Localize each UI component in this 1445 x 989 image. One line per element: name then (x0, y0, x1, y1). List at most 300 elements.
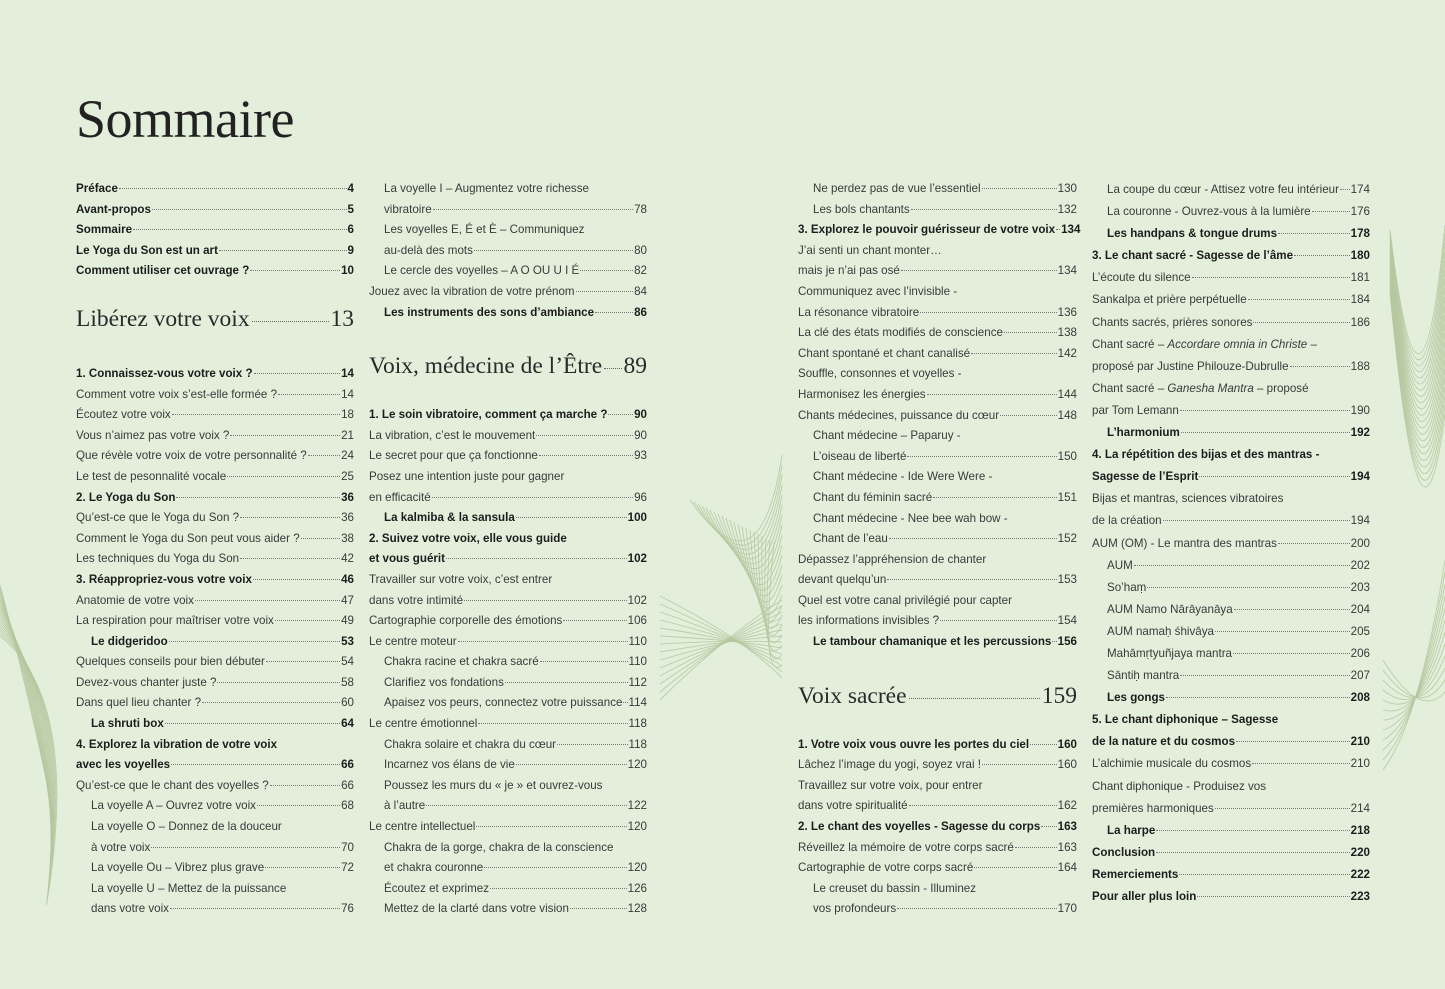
decorative-line (1383, 620, 1445, 720)
dot-leader (169, 641, 340, 642)
toc-page-number: 100 (627, 511, 647, 525)
toc-entry-label: Le centre moteur (369, 634, 457, 648)
toc-page-number: 86 (634, 305, 647, 319)
toc-page-number: 49 (341, 614, 354, 628)
toc-entry[interactable] (76, 467, 354, 488)
toc-entry[interactable] (1092, 753, 1370, 775)
toc-page-number: 180 (1350, 249, 1370, 263)
dot-leader (254, 373, 341, 374)
dot-leader (909, 805, 1057, 806)
toc-entry-label: 2. Le chant des voyelles - Sagesse du corps (798, 820, 1041, 834)
toc-entry[interactable] (1092, 201, 1370, 223)
toc-page-number: 66 (341, 778, 354, 792)
toc-entry[interactable] (1092, 267, 1370, 289)
toc-entry-label: Ne perdez pas de vue l’essentiel (813, 182, 981, 195)
toc-entry[interactable] (798, 796, 1077, 817)
dot-leader (505, 682, 628, 683)
toc-entry[interactable] (76, 652, 354, 673)
toc-entry-label: Sagesse de l’Esprit (1092, 470, 1199, 484)
toc-entry[interactable] (798, 241, 1077, 262)
toc-entry[interactable] (798, 817, 1077, 838)
toc-page-number: 102 (627, 593, 647, 607)
section-heading (76, 282, 354, 364)
toc-entry[interactable] (76, 673, 354, 694)
dot-leader (1312, 211, 1350, 212)
dot-leader (897, 908, 1057, 909)
toc-entry[interactable] (1092, 179, 1370, 201)
dot-leader (1233, 653, 1350, 654)
toc-page-number: 194 (1350, 470, 1370, 484)
dot-leader (595, 312, 633, 313)
toc-entry[interactable] (1092, 488, 1370, 510)
toc-page-number: 222 (1350, 867, 1370, 881)
toc-entry[interactable] (369, 714, 647, 735)
toc-page-number: 42 (341, 552, 354, 566)
toc-page-number: 204 (1350, 602, 1370, 616)
toc-entry-label: Devez-vous chanter juste ? (76, 675, 217, 689)
toc-entry[interactable] (1092, 731, 1370, 753)
toc-page-number: 190 (1350, 403, 1370, 417)
toc-entry[interactable] (1092, 555, 1370, 577)
toc-page-number: 72 (341, 861, 354, 875)
toc-entry-label: Chakra racine et chakra sacré (384, 655, 539, 669)
toc-entry[interactable] (369, 426, 647, 447)
dot-leader (165, 723, 340, 724)
toc-entry[interactable] (798, 179, 1077, 200)
toc-entry-label: Comment votre voix s’est-elle formée ? (76, 387, 278, 401)
toc-entry[interactable] (76, 241, 354, 262)
toc-entry-label: Écoutez votre voix (76, 408, 171, 422)
toc-entry[interactable] (798, 282, 1077, 303)
toc-entry[interactable] (369, 282, 647, 303)
toc-page-number: 6 (347, 223, 354, 237)
toc-entry-label: dans votre intimité (369, 593, 464, 607)
dot-leader (458, 641, 628, 642)
toc-entry-label: Le creuset du bassin - Illuminez (813, 881, 977, 895)
toc-entry[interactable] (798, 406, 1077, 427)
toc-entry[interactable] (76, 632, 354, 653)
toc-entry[interactable] (1092, 820, 1370, 842)
toc-entry[interactable] (798, 488, 1077, 509)
toc-entry[interactable] (1092, 665, 1370, 687)
toc-entry[interactable] (798, 879, 1077, 900)
toc-entry[interactable] (1092, 599, 1370, 621)
dot-leader (217, 682, 340, 683)
dot-leader (171, 764, 340, 765)
toc-page-number: 36 (341, 511, 354, 525)
toc-entry[interactable] (1092, 400, 1370, 422)
toc-entry[interactable] (369, 446, 647, 467)
toc-entry-label: Posez une intention juste pour gagner (369, 469, 565, 483)
toc-entry[interactable] (798, 261, 1077, 282)
toc-entry[interactable] (76, 364, 354, 385)
toc-page-number: 93 (634, 449, 647, 463)
toc-entry[interactable] (369, 529, 647, 550)
toc-entry[interactable] (1092, 798, 1370, 820)
toc-entry[interactable] (1092, 356, 1370, 378)
dot-leader (308, 455, 340, 456)
toc-entry-label: Travailler sur votre voix, c’est entrer (369, 572, 553, 586)
toc-entry[interactable] (369, 838, 647, 859)
decorative-line (1383, 656, 1445, 700)
toc-entry-label: Le centre émotionnel (369, 717, 478, 731)
dot-leader (152, 209, 347, 210)
toc-entry[interactable] (1092, 577, 1370, 599)
toc-entry-label: Quelques conseils pour bien débuter (76, 655, 265, 669)
toc-page-number: 163 (1057, 820, 1077, 834)
toc-entry[interactable] (369, 796, 647, 817)
toc-entry[interactable] (369, 817, 647, 838)
toc-entry[interactable] (76, 817, 354, 838)
toc-page-number: 207 (1350, 669, 1370, 683)
toc-entry[interactable] (1092, 842, 1370, 864)
toc-entry[interactable] (76, 570, 354, 591)
toc-page-number: 132 (1057, 202, 1077, 216)
toc-entry-label: Les techniques du Yoga du Son (76, 552, 240, 566)
toc-entry[interactable] (76, 405, 354, 426)
toc-entry-label: de la création (1092, 514, 1162, 528)
toc-entry-label: 1. Le soin vibratoire, comment ça marche ? (369, 408, 608, 422)
toc-entry-label: Jouez avec la vibration de votre prénom (369, 284, 575, 298)
dot-leader (901, 270, 1057, 271)
toc-entry[interactable] (1092, 422, 1370, 444)
section-page-number: 89 (623, 353, 647, 380)
toc-entry[interactable] (369, 303, 647, 324)
dot-leader (1134, 565, 1350, 566)
dot-leader (927, 394, 1057, 395)
toc-entry-label: Travaillez sur votre voix, pour entrer (798, 778, 983, 792)
toc-entry[interactable] (369, 570, 647, 591)
dot-leader (252, 321, 329, 322)
toc-page-number: 80 (634, 243, 647, 257)
toc-page-number: 120 (627, 820, 647, 834)
toc-entry-label: 1. Connaissez-vous votre voix ? (76, 366, 253, 380)
toc-entry-label: Clarifiez vos fondations (384, 675, 504, 689)
toc-entry[interactable] (76, 385, 354, 406)
toc-entry-label: au-delà des mots (384, 243, 473, 257)
toc-entry-label: Chant du féminin sacré (813, 490, 933, 504)
toc-entry[interactable] (76, 899, 354, 920)
toc-page-number: 156 (1057, 635, 1077, 649)
toc-entry-label: Incarnez vos élans de vie (384, 758, 515, 772)
toc-entry[interactable] (369, 488, 647, 509)
toc-entry[interactable] (369, 591, 647, 612)
toc-entry[interactable] (798, 344, 1077, 365)
toc-entry[interactable] (76, 693, 354, 714)
toc-entry[interactable] (798, 364, 1077, 385)
toc-entry-label: La vibration, c’est le mouvement (369, 428, 536, 442)
toc-entry[interactable] (1092, 621, 1370, 643)
toc-entry[interactable] (369, 693, 647, 714)
toc-entry-label: avec les voyelles (76, 758, 171, 772)
toc-entry-label: L’oiseau de liberté (813, 449, 907, 463)
toc-entry[interactable] (76, 879, 354, 900)
dot-leader (974, 867, 1056, 868)
toc-entry[interactable] (76, 796, 354, 817)
dot-leader (1215, 808, 1350, 809)
toc-entry[interactable] (1092, 687, 1370, 709)
toc-entry[interactable] (798, 632, 1077, 653)
toc-entry-label: La voyelle I – Augmentez votre richesse (384, 182, 589, 195)
toc-entry[interactable] (369, 405, 647, 426)
toc-entry[interactable] (1092, 533, 1370, 555)
toc-entry[interactable] (798, 200, 1077, 221)
toc-entry[interactable] (369, 220, 647, 241)
decorative-line (1383, 572, 1445, 760)
toc-entry[interactable] (798, 570, 1077, 591)
toc-entry[interactable] (76, 611, 354, 632)
toc-entry[interactable] (798, 858, 1077, 879)
toc-entry-label: Comment utiliser cet ouvrage ? (76, 264, 250, 278)
toc-page-number: 176 (1350, 205, 1370, 219)
decorative-line (730, 520, 782, 590)
toc-page-number: 184 (1350, 293, 1370, 307)
toc-entry[interactable] (76, 179, 354, 200)
toc-entry[interactable] (798, 529, 1077, 550)
toc-entry-label: AUM Namo Nārāyanāya (1107, 602, 1233, 616)
toc-entry-label: La kalmiba & la sansula (384, 511, 515, 525)
toc-entry[interactable] (798, 323, 1077, 344)
toc-page-number: 126 (627, 881, 647, 895)
toc-entry-label: Le cercle des voyelles – A O OU U I É (384, 264, 580, 278)
toc-page-number: 90 (634, 428, 647, 442)
toc-page-number: 110 (628, 655, 647, 669)
toc-page-number: 200 (1350, 536, 1370, 550)
toc-page-number: 14 (341, 366, 354, 380)
toc-entry[interactable] (1092, 510, 1370, 532)
dot-leader (219, 250, 347, 251)
toc-entry-label: mais je n’ai pas osé (798, 264, 900, 278)
toc-entry[interactable] (369, 611, 647, 632)
toc-entry[interactable] (798, 550, 1077, 571)
toc-entry[interactable] (798, 467, 1077, 488)
dot-leader (516, 764, 627, 765)
toc-entry[interactable] (76, 549, 354, 570)
toc-entry[interactable] (1092, 466, 1370, 488)
dot-leader (265, 867, 340, 868)
toc-entry-label (1092, 378, 1309, 400)
toc-entry[interactable] (1092, 312, 1370, 334)
toc-entry[interactable] (798, 735, 1077, 756)
toc-entry[interactable] (369, 261, 647, 282)
toc-page-number: 118 (628, 717, 647, 731)
toc-page-number: 144 (1057, 387, 1077, 401)
toc-entry[interactable] (76, 591, 354, 612)
toc-entry[interactable] (76, 200, 354, 221)
toc-entry[interactable] (1092, 886, 1370, 908)
dot-leader (1179, 874, 1349, 875)
toc-entry[interactable] (369, 755, 647, 776)
toc-entry-label: Poussez les murs du « je » et ouvrez-vous (384, 778, 603, 792)
toc-entry[interactable] (76, 714, 354, 735)
toc-entry[interactable] (369, 858, 647, 879)
dot-leader (911, 209, 1057, 210)
toc-entry[interactable] (798, 303, 1077, 324)
decorative-line (660, 628, 782, 654)
toc-entry[interactable] (1092, 289, 1370, 311)
toc-entry[interactable] (798, 385, 1077, 406)
toc-entry[interactable] (798, 899, 1077, 920)
toc-entry-label: La voyelle Ou – Vibrez plus grave (91, 861, 265, 875)
toc-entry[interactable] (76, 220, 354, 241)
toc-entry-label: 3. Explorez le pouvoir guérisseur de votre voix (798, 223, 1056, 237)
toc-entry[interactable] (76, 488, 354, 509)
toc-entry[interactable] (76, 776, 354, 797)
toc-entry-label: L’écoute du silence (1092, 271, 1191, 285)
toc-entry[interactable] (798, 220, 1081, 241)
toc-entry-label: à votre voix (91, 840, 151, 854)
dot-leader (570, 908, 627, 909)
toc-entry[interactable] (76, 446, 354, 467)
toc-page-number: 84 (634, 284, 647, 298)
toc-entry-label: Souffle, consonnes et voyelles - (798, 367, 962, 381)
toc-entry[interactable] (798, 509, 1077, 530)
dot-leader (1000, 415, 1057, 416)
toc-page-number: 152 (1057, 532, 1077, 546)
toc-page-number: 150 (1057, 449, 1077, 463)
toc-page-number: 160 (1057, 758, 1077, 772)
toc-column-3 (798, 179, 1081, 920)
toc-entry[interactable] (798, 591, 1077, 612)
toc-entry[interactable] (1092, 378, 1370, 400)
toc-entry-label: 2. Suivez votre voix, elle vous guide (369, 531, 567, 545)
toc-page-number: 181 (1350, 271, 1370, 285)
toc-entry[interactable] (369, 632, 647, 653)
toc-page-number: 203 (1350, 580, 1370, 594)
toc-entry[interactable] (76, 858, 354, 879)
toc-page-number: 206 (1350, 646, 1370, 660)
toc-entry[interactable] (1092, 334, 1370, 356)
toc-entry[interactable] (369, 241, 647, 262)
toc-entry[interactable] (76, 735, 354, 756)
toc-entry[interactable] (798, 611, 1077, 632)
toc-entry[interactable] (76, 508, 354, 529)
toc-entry[interactable] (1092, 864, 1370, 886)
toc-page-number: 66 (341, 758, 354, 772)
toc-entry-label: Chakra solaire et chakra du cœur (384, 737, 557, 751)
toc-entry-label: Chakra de la gorge, chakra de la conscience (384, 840, 614, 854)
toc-entry[interactable] (1092, 245, 1370, 267)
toc-entry-label: La voyelle A – Ouvrez votre voix (91, 799, 256, 813)
toc-entry[interactable] (369, 673, 647, 694)
toc-entry[interactable] (76, 261, 354, 282)
decorative-line (660, 612, 782, 684)
toc-entry[interactable] (798, 447, 1077, 468)
toc-page-number: 160 (1057, 737, 1077, 751)
toc-entry[interactable] (798, 776, 1077, 797)
toc-entry-label: La couronne - Ouvrez-vous à la lumière (1107, 205, 1311, 219)
dot-leader (1180, 675, 1349, 676)
toc-page-number: 112 (628, 675, 647, 689)
toc-entry[interactable] (76, 755, 354, 776)
toc-page-number: 9 (347, 243, 354, 257)
dot-leader (195, 600, 340, 601)
toc-page-number: 68 (341, 799, 354, 813)
toc-page-number: 120 (627, 861, 647, 875)
toc-entry[interactable] (369, 200, 647, 221)
dot-leader (230, 435, 340, 436)
toc-entry[interactable] (1092, 709, 1370, 731)
toc-entry-label: Lâchez l’image du yogi, soyez vrai ! (798, 758, 982, 772)
toc-entry[interactable] (76, 838, 354, 859)
toc-entry[interactable] (369, 179, 647, 200)
toc-page-number: 10 (341, 264, 354, 278)
toc-entry-label: La shruti box (91, 717, 164, 731)
toc-entry-label: AUM (1107, 558, 1133, 572)
toc-entry[interactable] (1092, 776, 1370, 798)
dot-leader (1340, 189, 1350, 190)
toc-entry[interactable] (798, 755, 1077, 776)
toc-entry[interactable] (76, 529, 354, 550)
toc-entry[interactable] (798, 838, 1077, 859)
toc-entry-label-start: Chant sacré – (1092, 337, 1168, 351)
toc-entry-label: Communiquez avec l’invisible - (798, 284, 958, 298)
toc-page-number: 188 (1350, 359, 1370, 373)
dot-leader (563, 620, 626, 621)
toc-page-number: 78 (634, 202, 647, 216)
toc-entry-label: Chants sacrés, prières sonores (1092, 315, 1253, 329)
dot-leader (1252, 763, 1349, 764)
toc-entry[interactable] (369, 899, 647, 920)
dot-leader (1236, 741, 1350, 742)
toc-entry[interactable] (1092, 223, 1370, 245)
toc-page-number: 36 (341, 490, 354, 504)
toc-entry[interactable] (369, 652, 647, 673)
toc-entry-label: Comment le Yoga du Son peut vous aider ? (76, 531, 300, 545)
toc-entry-label: Qu’est-ce que le chant des voyelles ? (76, 778, 269, 792)
toc-page-number: 14 (341, 387, 354, 401)
toc-page-number: 210 (1350, 735, 1370, 749)
toc-entry[interactable] (369, 735, 647, 756)
toc-page-number: 25 (341, 469, 354, 483)
toc-entry-label-italic: Accordare omnia in Christe (1167, 337, 1308, 351)
toc-page-number: 90 (634, 408, 647, 422)
toc-entry-label: Les handpans & tongue drums (1107, 227, 1278, 241)
dot-leader (474, 250, 633, 251)
toc-entry[interactable] (369, 776, 647, 797)
toc-entry-label: La respiration pour maîtriser votre voix (76, 614, 274, 628)
toc-entry-label: Les voyelles E, É et È – Communiquez (384, 223, 585, 237)
toc-entry-label: Préface (76, 182, 118, 195)
toc-entry[interactable] (76, 426, 354, 447)
toc-entry-label: Qu’est-ce que le Yoga du Son ? (76, 511, 240, 525)
toc-page-number: 58 (341, 675, 354, 689)
toc-entry-label: 5. Le chant diphonique – Sagesse (1092, 713, 1279, 727)
toc-entry-label-end: – proposé (1253, 381, 1309, 395)
toc-entry-label: Sommaire (76, 223, 133, 237)
dot-leader (1163, 520, 1350, 521)
toc-entry-label: Remerciements (1092, 867, 1179, 881)
toc-entry-label: vibratoire (384, 202, 432, 216)
toc-entry[interactable] (369, 508, 647, 529)
toc-entry-label-start: Chant sacré – (1092, 381, 1168, 395)
toc-entry-label-italic: Ganesha Mantra (1167, 381, 1254, 395)
toc-entry-label: Vous n’aimez pas votre voix ? (76, 428, 230, 442)
dot-leader (933, 497, 1056, 498)
toc-entry-label: par Tom Lemann (1092, 403, 1179, 417)
toc-column-1 (76, 179, 354, 920)
toc-entry[interactable] (798, 426, 1077, 447)
toc-entry-label: Les bols chantants (813, 202, 910, 216)
toc-entry-label: Dans quel lieu chanter ? (76, 696, 202, 710)
toc-entry[interactable] (1092, 643, 1370, 665)
toc-entry[interactable] (1092, 444, 1370, 466)
toc-entry-label: Bijas et mantras, sciences vibratoires (1092, 492, 1284, 506)
toc-entry[interactable] (369, 467, 647, 488)
toc-entry[interactable] (369, 549, 647, 570)
toc-entry[interactable] (369, 879, 647, 900)
dot-leader (1156, 852, 1350, 853)
